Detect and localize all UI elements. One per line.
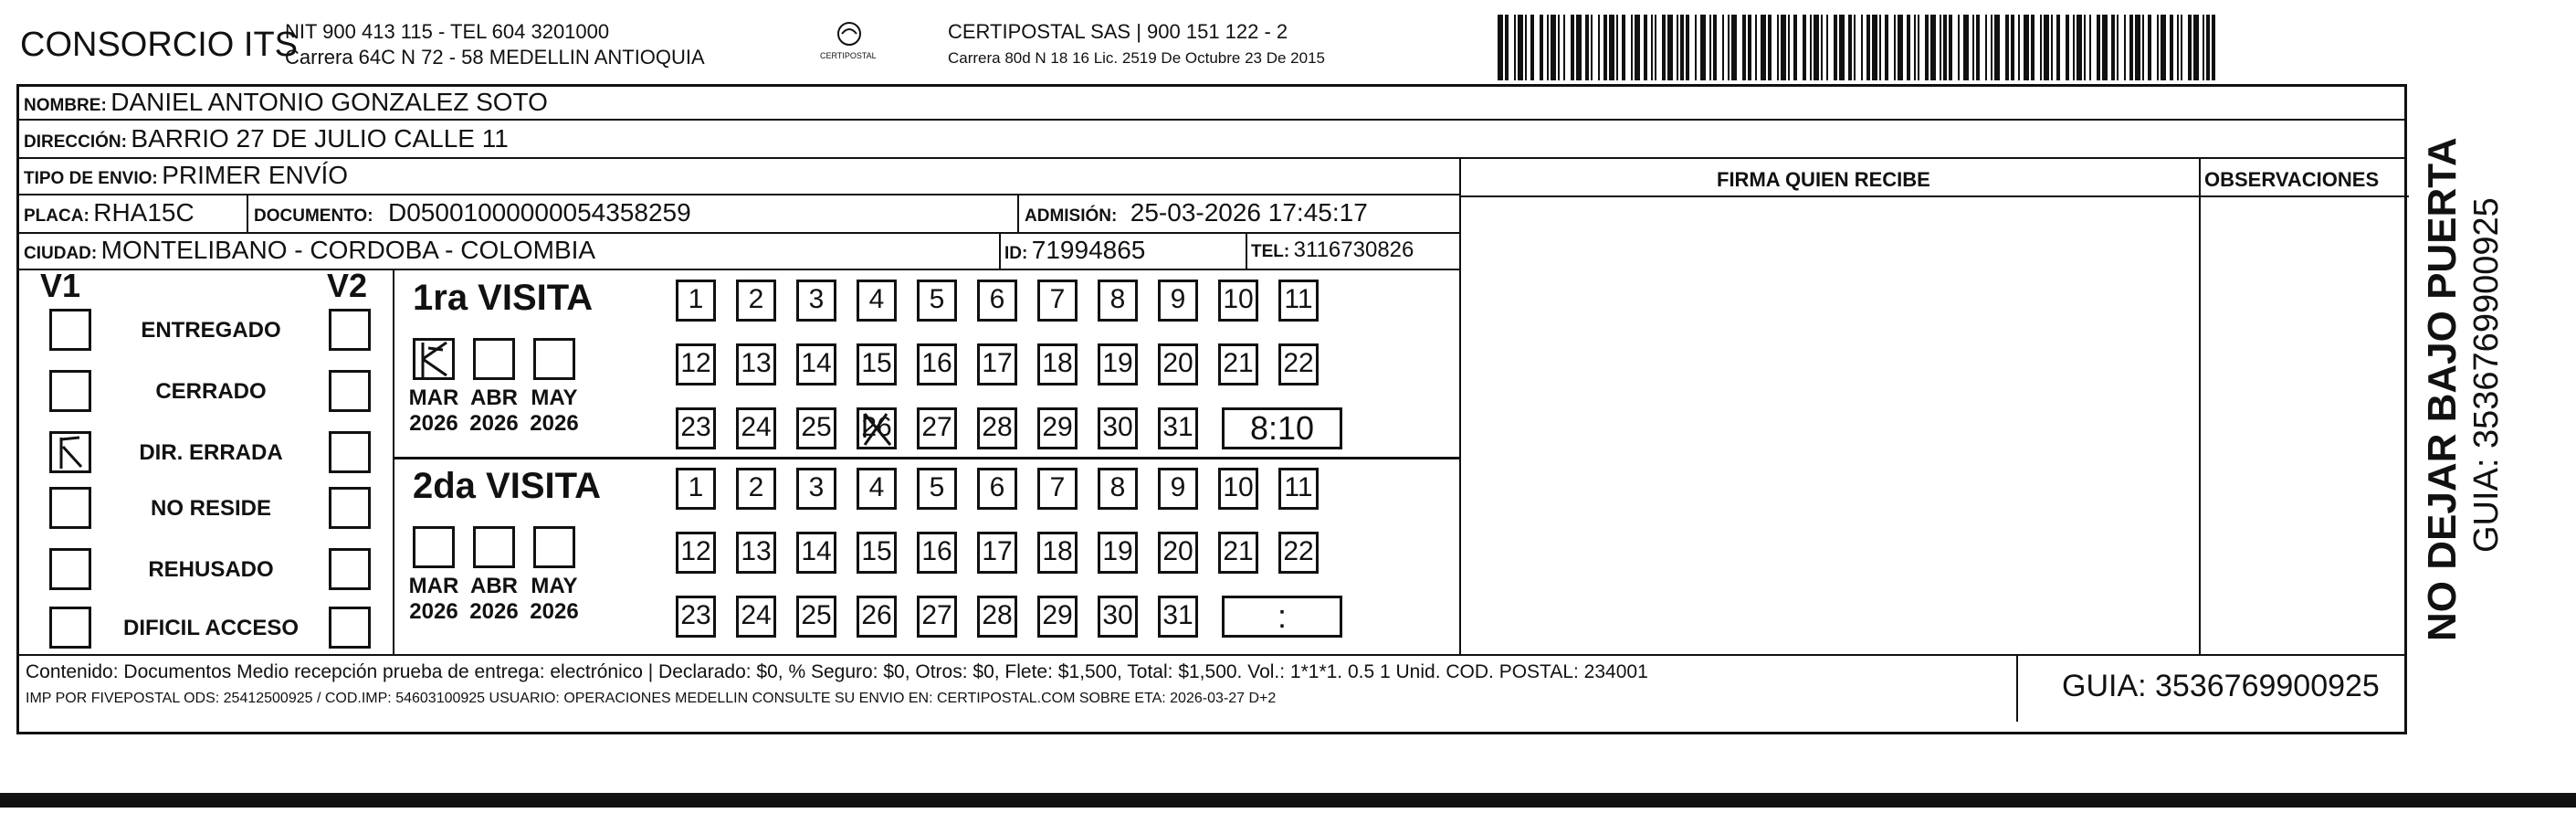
id-value: 71994865: [1031, 236, 1146, 264]
barcode-bar: [1644, 15, 1647, 80]
month-checkbox[interactable]: [533, 338, 575, 380]
direccion-row: DIRECCIÓN: BARRIO 27 DE JULIO CALLE 11: [24, 124, 509, 153]
ciudad-field: CIUDAD: MONTELIBANO - CORDOBA - COLOMBIA: [24, 236, 596, 264]
barcode-bar: [1709, 15, 1711, 80]
address-line: Carrera 64C N 72 - 58 MEDELLIN ANTIOQUIA: [285, 46, 705, 69]
barcode-bar: [1854, 15, 1856, 80]
barcode-bar: [1677, 15, 1678, 80]
observaciones-area[interactable]: [2204, 199, 2402, 650]
barcode-bar: [2193, 15, 2199, 80]
barcode-bar: [1695, 15, 1697, 80]
status-label: CERRADO: [155, 379, 267, 404]
barcode-bar: [2089, 15, 2091, 80]
barcode-bar: [1571, 15, 1574, 80]
barcode-bar: [1985, 15, 1987, 80]
status-label: REHUSADO: [148, 557, 274, 582]
tel-value: 3116730826: [1293, 238, 1414, 262]
barcode-bar: [2024, 15, 2029, 80]
barcode-bar: [1821, 15, 1823, 80]
day-checkbox[interactable]: 17: [977, 343, 1017, 385]
day-checkbox[interactable]: 8: [1098, 468, 1138, 510]
barcode-bar: [1731, 15, 1737, 80]
status-v2-checkbox[interactable]: [329, 431, 371, 473]
barcode: [1498, 15, 2228, 80]
month-label: MAR 2026: [408, 574, 459, 624]
barcode-bar: [1755, 15, 1757, 80]
barcode-bar: [1603, 15, 1607, 80]
barcode-bar: [1914, 15, 1916, 80]
day-checkbox[interactable]: 12: [676, 532, 716, 574]
tipo-row: TIPO DE ENVIO: PRIMER ENVÍO: [24, 161, 349, 189]
barcode-bar: [1861, 15, 1863, 80]
day-checkbox[interactable]: 14: [796, 343, 836, 385]
carrier-line: CERTIPOSTAL SAS | 900 151 122 - 2: [948, 20, 1288, 43]
nombre-row: NOMBRE: DANIEL ANTONIO GONZALEZ SOTO: [24, 88, 548, 116]
barcode-bar: [1814, 15, 1819, 80]
day-checkbox[interactable]: 12: [676, 343, 716, 385]
month-label: MAR 2026: [408, 385, 459, 436]
barcode-bar: [2142, 15, 2144, 80]
ciudad-value: MONTELIBANO - CORDOBA - COLOMBIA: [100, 236, 596, 264]
status-v2-checkbox[interactable]: [329, 309, 371, 351]
barcode-bar: [1680, 15, 1684, 80]
barcode-bar: [1803, 15, 1806, 80]
day-checkbox[interactable]: 20: [1158, 343, 1198, 385]
day-checkbox[interactable]: 13: [736, 532, 776, 574]
barcode-bar: [1761, 15, 1766, 80]
barcode-bar: [1700, 15, 1706, 80]
barcode-bar: [2084, 15, 2086, 80]
day-checkbox[interactable]: 17: [977, 532, 1017, 574]
barcode-bar: [2170, 15, 2173, 80]
barcode-bar: [1576, 15, 1582, 80]
barcode-bar: [1940, 15, 1941, 80]
barcode-bar: [2005, 15, 2009, 80]
day-checkbox[interactable]: 18: [1037, 343, 1078, 385]
barcode-bar: [1788, 15, 1790, 80]
barcode-bar: [2212, 15, 2215, 80]
barcode-bar: [1662, 15, 1666, 80]
day-checkbox[interactable]: 3: [796, 280, 836, 322]
status-v1-checkbox[interactable]: [49, 370, 91, 412]
day-checkbox[interactable]: 19: [1098, 532, 1138, 574]
barcode-bar: [2066, 15, 2069, 80]
barcode-bar: [1925, 15, 1929, 80]
barcode-bar: [1748, 15, 1751, 80]
barcode-bar: [1907, 15, 1910, 80]
day-checkbox[interactable]: 30: [1098, 407, 1138, 449]
day-checkbox[interactable]: 5: [917, 468, 957, 510]
barcode-bar: [1826, 15, 1828, 80]
day-checkbox[interactable]: 21: [1218, 532, 1258, 574]
day-checkbox[interactable]: 15: [857, 343, 897, 385]
day-checkbox[interactable]: 25: [796, 407, 836, 449]
day-checkbox[interactable]: 20: [1158, 532, 1198, 574]
v2-label: V2: [327, 267, 368, 304]
barcode-bar: [1667, 15, 1673, 80]
barcode-bar: [1742, 15, 1746, 80]
barcode-bar: [2040, 15, 2042, 80]
barcode-bar: [1616, 15, 1618, 80]
barcode-bar: [2018, 15, 2020, 80]
documento-value: D05001000000054358259: [388, 198, 691, 227]
barcode-bar: [2157, 15, 2159, 80]
status-v1-checkbox[interactable]: [49, 607, 91, 649]
barcode-bar: [1768, 15, 1772, 80]
day-checkbox[interactable]: 8: [1098, 280, 1138, 322]
day-checkbox[interactable]: 27: [917, 596, 957, 638]
status-v1-checkbox[interactable]: [49, 487, 91, 529]
barcode-bar: [1898, 15, 1903, 80]
day-checkbox[interactable]: 31: [1158, 596, 1198, 638]
month-checkbox[interactable]: [413, 526, 455, 568]
visit-title: 1ra VISITA: [413, 278, 594, 318]
barcode-bar: [1866, 15, 1870, 80]
barcode-bar: [1949, 15, 1952, 80]
day-checkbox[interactable]: 23: [676, 596, 716, 638]
nombre-value: DANIEL ANTONIO GONZALEZ SOTO: [110, 88, 548, 116]
day-checkbox[interactable]: 15: [857, 532, 897, 574]
barcode-bar: [1540, 15, 1543, 80]
day-checkbox[interactable]: 9: [1158, 468, 1198, 510]
barcode-bar: [2102, 15, 2108, 80]
day-checkbox[interactable]: 1: [676, 468, 716, 510]
day-checkbox[interactable]: 18: [1037, 532, 1078, 574]
day-checkbox[interactable]: 31: [1158, 407, 1198, 449]
status-v2-checkbox[interactable]: [329, 370, 371, 412]
day-checkbox[interactable]: 29: [1037, 596, 1078, 638]
company-name: CONSORCIO ITS: [20, 26, 299, 64]
day-checkbox[interactable]: 27: [917, 407, 957, 449]
day-checkbox[interactable]: 30: [1098, 596, 1138, 638]
day-checkbox[interactable]: 19: [1098, 343, 1138, 385]
barcode-bar: [1525, 15, 1527, 80]
barcode-bar: [1514, 15, 1516, 80]
direccion-value: BARRIO 27 DE JULIO CALLE 11: [131, 124, 509, 153]
status-v2-checkbox[interactable]: [329, 487, 371, 529]
barcode-bar: [2073, 15, 2075, 80]
day-checkbox[interactable]: 28: [977, 407, 1017, 449]
day-checkbox[interactable]: 24: [736, 596, 776, 638]
month-label: MAY 2026: [530, 385, 579, 436]
barcode-bar: [1651, 15, 1653, 80]
tel-field: TEL: 3116730826: [1251, 238, 1414, 262]
barcode-bar: [1958, 15, 1960, 80]
day-checkbox[interactable]: 29: [1037, 407, 1078, 449]
side-guia: GUIA: 3536769900925: [2467, 197, 2506, 553]
barcode-bar: [1879, 15, 1881, 80]
v1-label: V1: [40, 267, 81, 304]
day-checkbox[interactable]: 6: [977, 468, 1017, 510]
footer-guia: GUIA: 3536769900925: [2062, 669, 2380, 703]
day-checkbox[interactable]: 11: [1278, 280, 1319, 322]
barcode-bar: [2181, 15, 2182, 80]
signature-area[interactable]: [1465, 199, 2195, 650]
day-checkbox[interactable]: 22: [1278, 532, 1319, 574]
barcode-bar: [1585, 15, 1589, 80]
day-checkbox[interactable]: 2: [736, 468, 776, 510]
barcode-bar: [1622, 15, 1625, 80]
barcode-bar: [1563, 15, 1565, 80]
day-checkbox[interactable]: 3: [796, 468, 836, 510]
day-checkbox[interactable]: 16: [917, 532, 957, 574]
month-checkbox[interactable]: [473, 526, 515, 568]
barcode-bar: [2031, 15, 2035, 80]
barcode-bar: [1834, 15, 1837, 80]
barcode-bar: [1591, 15, 1593, 80]
certipostal-logo-icon: [831, 20, 867, 48]
documento-field: DOCUMENTO: D05001000000054358259: [254, 198, 691, 227]
status-v1-checkbox[interactable]: [49, 431, 91, 473]
barcode-bar: [2206, 15, 2210, 80]
month-checkbox[interactable]: [533, 526, 575, 568]
admision-value: 25-03-2026 17:45:17: [1130, 198, 1368, 227]
barcode-bar: [2077, 15, 2082, 80]
barcode-bar: [2056, 15, 2060, 80]
observaciones-label: OBSERVACIONES: [2204, 168, 2380, 191]
id-field: ID: 71994865: [1004, 236, 1146, 264]
day-checkbox[interactable]: 7: [1037, 280, 1078, 322]
nit-line: NIT 900 413 115 - TEL 604 3201000: [285, 20, 610, 43]
status-label: DIR. ERRADA: [139, 440, 283, 465]
barcode-bar: [1848, 15, 1852, 80]
logo-text: CERTIPOSTAL: [820, 51, 877, 60]
barcode-bar: [2051, 15, 2053, 80]
barcode-bar: [1781, 15, 1786, 80]
imp-text: IMP POR FIVEPOSTAL ODS: 25412500925 / COD.IMP: 54603100925 USUARIO: OPERACIONES MEDELLIN CONSULTE SU ENVIO EN: CERTIPOSTAL.COM SOBRE ETA: 2026-03-27 D+2: [26, 691, 1277, 706]
barcode-bar: [1551, 15, 1556, 80]
barcode-bar: [2161, 15, 2166, 80]
month-label: ABR 2026: [469, 574, 519, 624]
barcode-bar: [2044, 15, 2049, 80]
firma-label: FIRMA QUIEN RECIBE: [1717, 168, 1930, 191]
day-checkbox[interactable]: 25: [796, 596, 836, 638]
barcode-bar: [1686, 15, 1689, 80]
barcode-bar: [2177, 15, 2179, 80]
barcode-bar: [2117, 15, 2119, 80]
visit-title: 2da VISITA: [413, 466, 601, 506]
day-checkbox[interactable]: 5: [917, 280, 957, 322]
barcode-bar: [1976, 15, 1980, 80]
barcode-bar: [1994, 15, 2000, 80]
day-checkbox[interactable]: 9: [1158, 280, 1198, 322]
barcode-bar: [1518, 15, 1523, 80]
placa-value: RHA15C: [93, 198, 195, 227]
barcode-bar: [1631, 15, 1633, 80]
day-checkbox[interactable]: 7: [1037, 468, 1078, 510]
barcode-bar: [1839, 15, 1845, 80]
month-checkbox[interactable]: [413, 338, 455, 380]
barcode-bar: [1777, 15, 1779, 80]
barcode-bar: [2148, 15, 2151, 80]
barcode-bar: [2111, 15, 2115, 80]
barcode-bar: [1930, 15, 1936, 80]
status-label: ENTREGADO: [141, 318, 281, 343]
month-label: ABR 2026: [469, 385, 519, 436]
day-checkbox[interactable]: 28: [977, 596, 1017, 638]
barcode-bar: [1885, 15, 1888, 80]
status-v1-checkbox[interactable]: [49, 309, 91, 351]
day-checkbox[interactable]: 10: [1218, 468, 1258, 510]
barcode-bar: [2135, 15, 2140, 80]
barcode-bar: [1963, 15, 1969, 80]
barcode-bar: [2011, 15, 2014, 80]
barcode-bar: [1498, 15, 1503, 80]
placa-field: PLACA: RHA15C: [24, 198, 195, 227]
carrier-license: Carrera 80d N 18 16 Lic. 2519 De Octubre 23 De 2015: [948, 49, 1325, 67]
barcode-bar: [1598, 15, 1600, 80]
admision-field: ADMISIÓN: 25-03-2026 17:45:17: [1025, 198, 1368, 227]
barcode-bar: [2124, 15, 2126, 80]
barcode-bar: [1609, 15, 1614, 80]
month-label: MAY 2026: [530, 574, 579, 624]
barcode-bar: [1793, 15, 1797, 80]
barcode-bar: [1713, 15, 1717, 80]
barcode-bar: [1810, 15, 1812, 80]
barcode-bar: [2097, 15, 2100, 80]
barcode-bar: [1635, 15, 1640, 80]
barcode-bar: [2188, 15, 2192, 80]
status-v1-checkbox[interactable]: [49, 548, 91, 590]
barcode-bar: [1943, 15, 1947, 80]
day-checkbox[interactable]: 4: [857, 468, 897, 510]
barcode-bar: [1558, 15, 1560, 80]
day-checkbox[interactable]: 26: [857, 407, 897, 449]
barcode-bar: [1991, 15, 1992, 80]
status-v2-checkbox[interactable]: [329, 607, 371, 649]
time-field[interactable]: 8:10: [1222, 407, 1342, 449]
barcode-bar: [1872, 15, 1877, 80]
day-checkbox[interactable]: 13: [736, 343, 776, 385]
day-checkbox[interactable]: 26: [857, 596, 897, 638]
day-checkbox[interactable]: 22: [1278, 343, 1319, 385]
status-label: NO RESIDE: [150, 496, 272, 521]
barcode-bar: [1530, 15, 1534, 80]
side-warning: NO DEJAR BAJO PUERTA: [2420, 137, 2465, 641]
day-checkbox[interactable]: 14: [796, 532, 836, 574]
day-checkbox[interactable]: 23: [676, 407, 716, 449]
tipo-value: PRIMER ENVÍO: [162, 161, 349, 189]
status-label: DIFICIL ACCESO: [122, 616, 299, 640]
barcode-bar: [1722, 15, 1724, 80]
day-checkbox[interactable]: 24: [736, 407, 776, 449]
barcode-bar: [2203, 15, 2204, 80]
day-checkbox[interactable]: 2: [736, 280, 776, 322]
barcode-bar: [1972, 15, 1974, 80]
month-checkbox[interactable]: [473, 338, 515, 380]
bottom-edge: [0, 793, 2576, 808]
barcode-bar: [2129, 15, 2133, 80]
day-checkbox[interactable]: 1: [676, 280, 716, 322]
status-v2-checkbox[interactable]: [329, 548, 371, 590]
day-checkbox[interactable]: 16: [917, 343, 957, 385]
barcode-bar: [1655, 15, 1656, 80]
barcode-bar: [1728, 15, 1730, 80]
barcode-bar: [1918, 15, 1919, 80]
day-checkbox[interactable]: 4: [857, 280, 897, 322]
time-field[interactable]: :: [1222, 596, 1342, 638]
barcode-bar: [1547, 15, 1549, 80]
day-checkbox[interactable]: 10: [1218, 280, 1258, 322]
day-checkbox[interactable]: 11: [1278, 468, 1319, 510]
contenido-text: Contenido: Documentos Medio recepción prueba de entrega: electrónico | Declarado: $0, % Seguro: $0, Otros: $0, Flete: $1,500, Total: $1,500. Vol.: 1*1*1. 0.5 1 Unid. COD. POSTAL: 234001: [26, 661, 1648, 682]
barcode-bar: [1894, 15, 1896, 80]
barcode-bar: [1505, 15, 1509, 80]
day-checkbox[interactable]: 21: [1218, 343, 1258, 385]
day-checkbox[interactable]: 6: [977, 280, 1017, 322]
